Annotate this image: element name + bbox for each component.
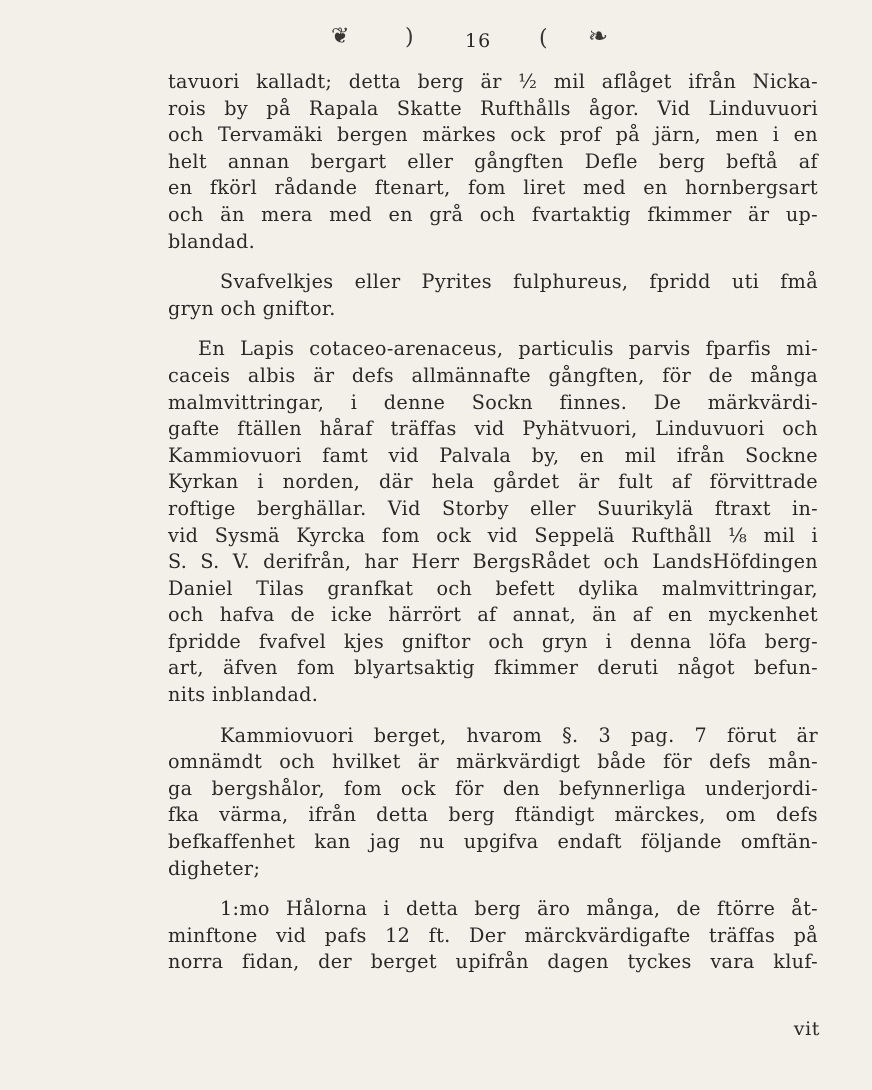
header-bracket-left: ) <box>405 25 414 50</box>
text-line: Daniel Tilas granfkat och befett dylika malmvittringar, <box>168 576 818 600</box>
text-line: malmvittringar, i denne Sockn finnes. De märkvärdi- <box>168 390 818 414</box>
paragraph-gap <box>168 709 818 723</box>
text-line: tavuori kalladt; detta berg är ½ mil aflåget ifrån Nicka- <box>168 70 818 93</box>
text-line: blandad. <box>168 229 256 253</box>
text-line: gafte ftällen håraf träffas vid Pyhätvuori, Linduvuori och <box>168 417 818 441</box>
text-line: en fkörl rådande ftenart, fom liret med en hornbergsart <box>168 176 818 200</box>
text-line: fka värma, ifrån detta berg ftändigt märckes, om defs <box>168 803 818 827</box>
text-line: och än mera med en grå och fvartaktig fkimmer är up- <box>168 202 818 226</box>
text-line: En Lapis cotaceo-arenaceus, particulis parvis fparfis mi- <box>198 337 818 361</box>
text-line: Kyrkan i norden, där hela gårdet är fult af förvittrade <box>168 470 818 494</box>
text-line: roftige berghällar. Vid Storby eller Suurikylä ftraxt in- <box>168 496 818 520</box>
body-text <box>168 69 818 976</box>
text-line: norra fidan, der berget upifrån dagen tyckes vara kluf- <box>168 950 818 974</box>
paragraph-gap <box>168 322 818 336</box>
text-line: caceis albis är defs allmännafte gångften, för de många <box>168 363 818 387</box>
text-line: helt annan bergart eller gångften Defle berg beftå af <box>168 149 818 173</box>
text-line: och hafva de icke härrört af annat, än af en myckenhet <box>168 603 818 627</box>
text-line: vid Sysmä Kyrcka fom ock vid Seppelä Rufthåll ⅛ mil i <box>168 523 818 547</box>
text-line: ga bergshålor, fom ock för den befynnerliga underjordi- <box>168 776 818 800</box>
text-line: nits inblandad. <box>168 683 319 707</box>
text-line: Svafvelkjes eller Pyrites fulphureus, fpridd uti fmå <box>220 270 818 294</box>
text-line: fpridde fvafvel kjes gniftor och gryn i denna löfa berg- <box>168 629 818 653</box>
text-line: Kammiovuori famt vid Palvala by, en mil ifrån Sockne <box>168 443 818 467</box>
text-line: 1:mo Hålorna i detta berg äro många, de ftörre åt- <box>220 897 818 921</box>
text-line: gryn och gniftor. <box>168 296 336 320</box>
text-line: befkaffenhet kan jag nu upgifva endaft följande omftän- <box>168 830 818 854</box>
text-line: minftone vid pafs 12 ft. Der märckvärdigafte träffas på <box>168 923 818 947</box>
catchword: vit <box>793 1018 820 1040</box>
text-line: omnämdt och hvilket är märkvärdigt både för defs mån- <box>168 750 818 774</box>
text-line: och Tervamäki bergen märkes ock prof på järn, men i en <box>168 123 818 147</box>
page-number: 16 <box>465 30 492 52</box>
text-line: digheter; <box>168 856 261 880</box>
ornament-left-icon: ❦ <box>331 24 350 49</box>
text-line: Kammiovuori berget, hvarom §. 3 pag. 7 förut är <box>220 723 818 747</box>
ornament-right-icon: ❧ <box>588 22 609 50</box>
paragraph-gap <box>168 882 818 896</box>
text-line: rois by på Rapala Skatte Rufthålls ågor. Vid Linduvuori <box>168 96 818 120</box>
header-bracket-right: ( <box>539 26 548 51</box>
text-line: art, äfven fom blyartsaktig fkimmer deruti något befun- <box>168 656 818 680</box>
text-line: S. S. V. derifrån, har Herr BergsRådet och LandsHöfdingen <box>168 550 818 574</box>
paragraph-gap <box>168 255 818 269</box>
page-header <box>0 22 872 62</box>
